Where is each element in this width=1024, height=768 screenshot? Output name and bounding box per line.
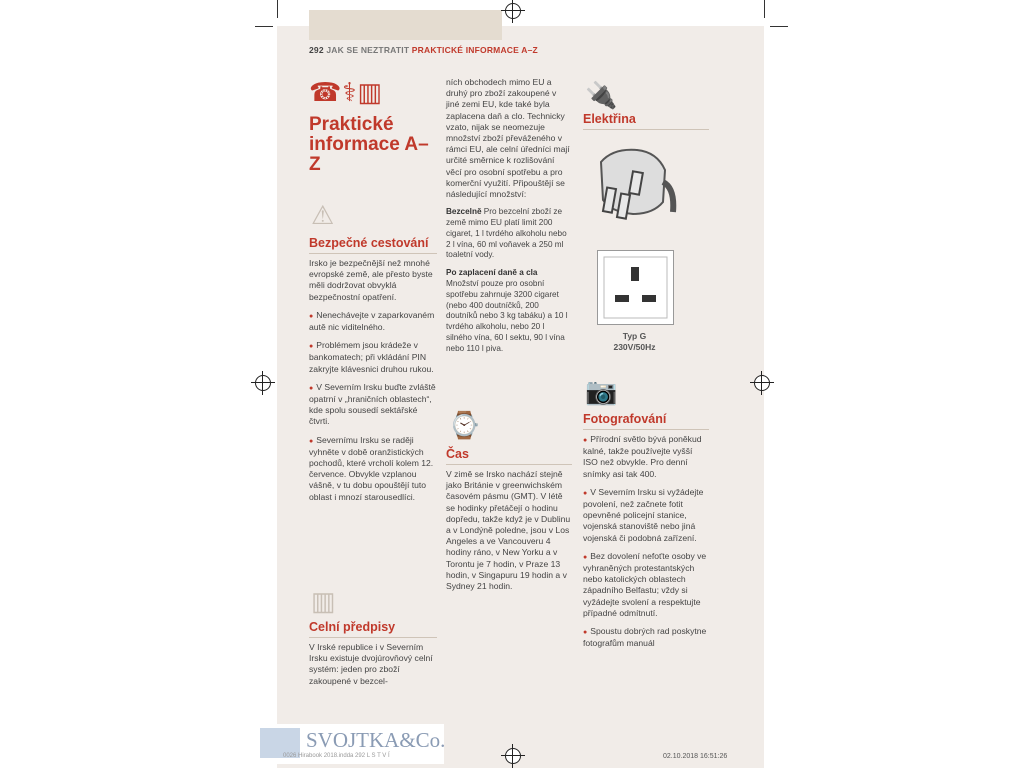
column-2-lower: [446, 447, 572, 599]
plug-image: [593, 142, 677, 228]
photo-heading: Fotografování: [583, 412, 709, 430]
taxpaid-label: Po zaplacení daně a cla: [446, 268, 538, 278]
list-item: ● V Severním Irsku buďte zvláště opatrní v „hraničních oblastech“, kde spolu sousedí sektářské čtvrti.: [309, 382, 437, 428]
registration-mark: [255, 375, 271, 391]
camera-icon: 📷: [585, 376, 618, 406]
taxpaid-paragraph: [446, 268, 572, 354]
list-item: ● Přírodní světlo bývá poněkud kalné, takže používejte vyšší ISO než obvykle. Pro denní snímky asi tak 400.: [583, 434, 709, 480]
list-item: ● Bez dovolení nefoťte osoby ve vyhraněných protestantských nebo katolických oblastech západního Belfastu; vždy si vyžádejte svolení a respektujte případné odmítnutí.: [583, 551, 709, 619]
page-title: Praktické informace A–Z: [309, 114, 429, 175]
crop-mark: [764, 0, 765, 18]
list-item: ● Spoustu dobrých rad poskytne fotografům manuál: [583, 626, 709, 649]
list-item: ● V Severním Irsku si vyžádejte povolení, než začnete fotit opevněné policejní stanice, vojenská stanoviště nebo jiná vojenská či podobná zařízení.: [583, 487, 709, 544]
time-heading: Čas: [446, 447, 572, 465]
crop-mark: [277, 0, 278, 18]
registration-mark: [505, 748, 521, 764]
list-item: ● Nenechávejte v zaparkovaném autě nic viditelného.: [309, 310, 437, 333]
topic-icons: [309, 77, 383, 108]
print-slug: 0026 Hirabook 2018.indda 292 L S T V Í: [283, 753, 390, 759]
crop-mark: [255, 26, 273, 27]
registration-mark: [754, 375, 770, 391]
watch-icon: ⌚: [448, 410, 481, 440]
phone-icon: ☎: [309, 77, 343, 107]
registration-mark: [505, 3, 521, 19]
list-item: ● Severnímu Irsku se raději vyhněte v době oranžistických pochodů, které vrcholí kolem 12. července. Obvykle vzplanou vášně, v tu dobu opouštějí tuto oblast i mnozí starousedlíci.: [309, 435, 437, 503]
warning-icon: ⚠: [311, 200, 335, 230]
running-header: [309, 45, 538, 55]
socket-voltage: 230V/50Hz: [613, 342, 656, 352]
taxpaid-text: Množství pouze pro osobní spotřebu zahrnuje 3200 cigaret (nebo 400 doutníčků, 200 doutníků nebo 3 kg tabáku) a 10 l tvrdého alkoholu, nebo 20 l silného vína, 60 l sektu, 90 l vína nebo 110 l piva.: [446, 279, 568, 353]
socket-face: [598, 251, 673, 324]
crop-mark: [770, 26, 788, 27]
book-icon: ▥: [311, 586, 336, 616]
dutyfree-label: Bezcelně: [446, 207, 482, 217]
dutyfree-text: Pro bezcelní zboží ze země mimo EU platí limit 200 cigaret, 1 l tvrdého alkoholu nebo 2 l vína, 60 ml voňavek a 250 ml toaletní vody.: [446, 207, 567, 260]
customs-text: V Irské republice i v Severním Irsku existuje dvojúrovňový celní systém: jeden pro zboží zakoupené v bezcel-: [309, 642, 433, 686]
column-3-lower: [583, 412, 709, 656]
list-item: ● Problémem jsou krádeže v bankomatech; při vkládání PIN zakryjte klávesnici druhou rukou.: [309, 340, 437, 375]
header-tab: [309, 10, 502, 40]
electricity-heading: Elektřina: [583, 112, 709, 130]
dutyfree-paragraph: [446, 207, 572, 261]
column-1-lower: [309, 620, 437, 694]
column-1: [309, 236, 437, 510]
column-2: [446, 77, 572, 362]
book-title: JAK SE NEZTRATIT: [326, 45, 410, 55]
print-timestamp: 02.10.2018 16:51:26: [663, 753, 728, 760]
page-number: 292: [309, 45, 324, 55]
security-intro: Irsko je bezpečnější než mnohé evropské země, ale přesto byste měli dodržovat obvyklá bezpečnostní opatření.: [309, 258, 433, 302]
section-title: PRAKTICKÉ INFORMACE A–Z: [411, 45, 538, 55]
security-heading: Bezpečné cestování: [309, 236, 437, 254]
stethoscope-icon: ⚕: [342, 77, 358, 107]
socket-image: [597, 250, 674, 325]
logo-text: SVOJTKA&Co.: [306, 728, 446, 752]
socket-type: Typ G: [622, 331, 647, 341]
plug-icon: 🔌: [585, 80, 618, 110]
customs-continued: ních obchodech mimo EU a druhý pro zboží zakoupené v jiné zemi EU, kde také byla zaplacena daň a clo. Technicky vzato, nijak se neomezuje množství zboží převáženého v rámci EU, ale celní úředníci mají určité směrnice k rozlišování věcí pro osobní spotřebu a pro komerční využití. Připouštějí se následující množství:: [446, 77, 570, 200]
customs-heading: Celní předpisy: [309, 620, 437, 638]
book-icon: ▥: [357, 77, 384, 107]
socket-caption: [597, 331, 672, 353]
time-text: V zimě se Irsko nachází stejně jako Británie v greenwichském časovém pásmu (GMT). V létě se hodinky přetáčejí o hodinu dopředu, takže když je v Dublinu a v Londýně poledne, jsou v Los Angeles a ve Vancouveru 4 hodiny ráno, v New Yorku a v Torontu je 7 hodin, v Praze 13 hodin, v Singapuru 19 hodin a v Sydney 21 hodin.: [446, 469, 571, 592]
column-3: [583, 112, 709, 134]
